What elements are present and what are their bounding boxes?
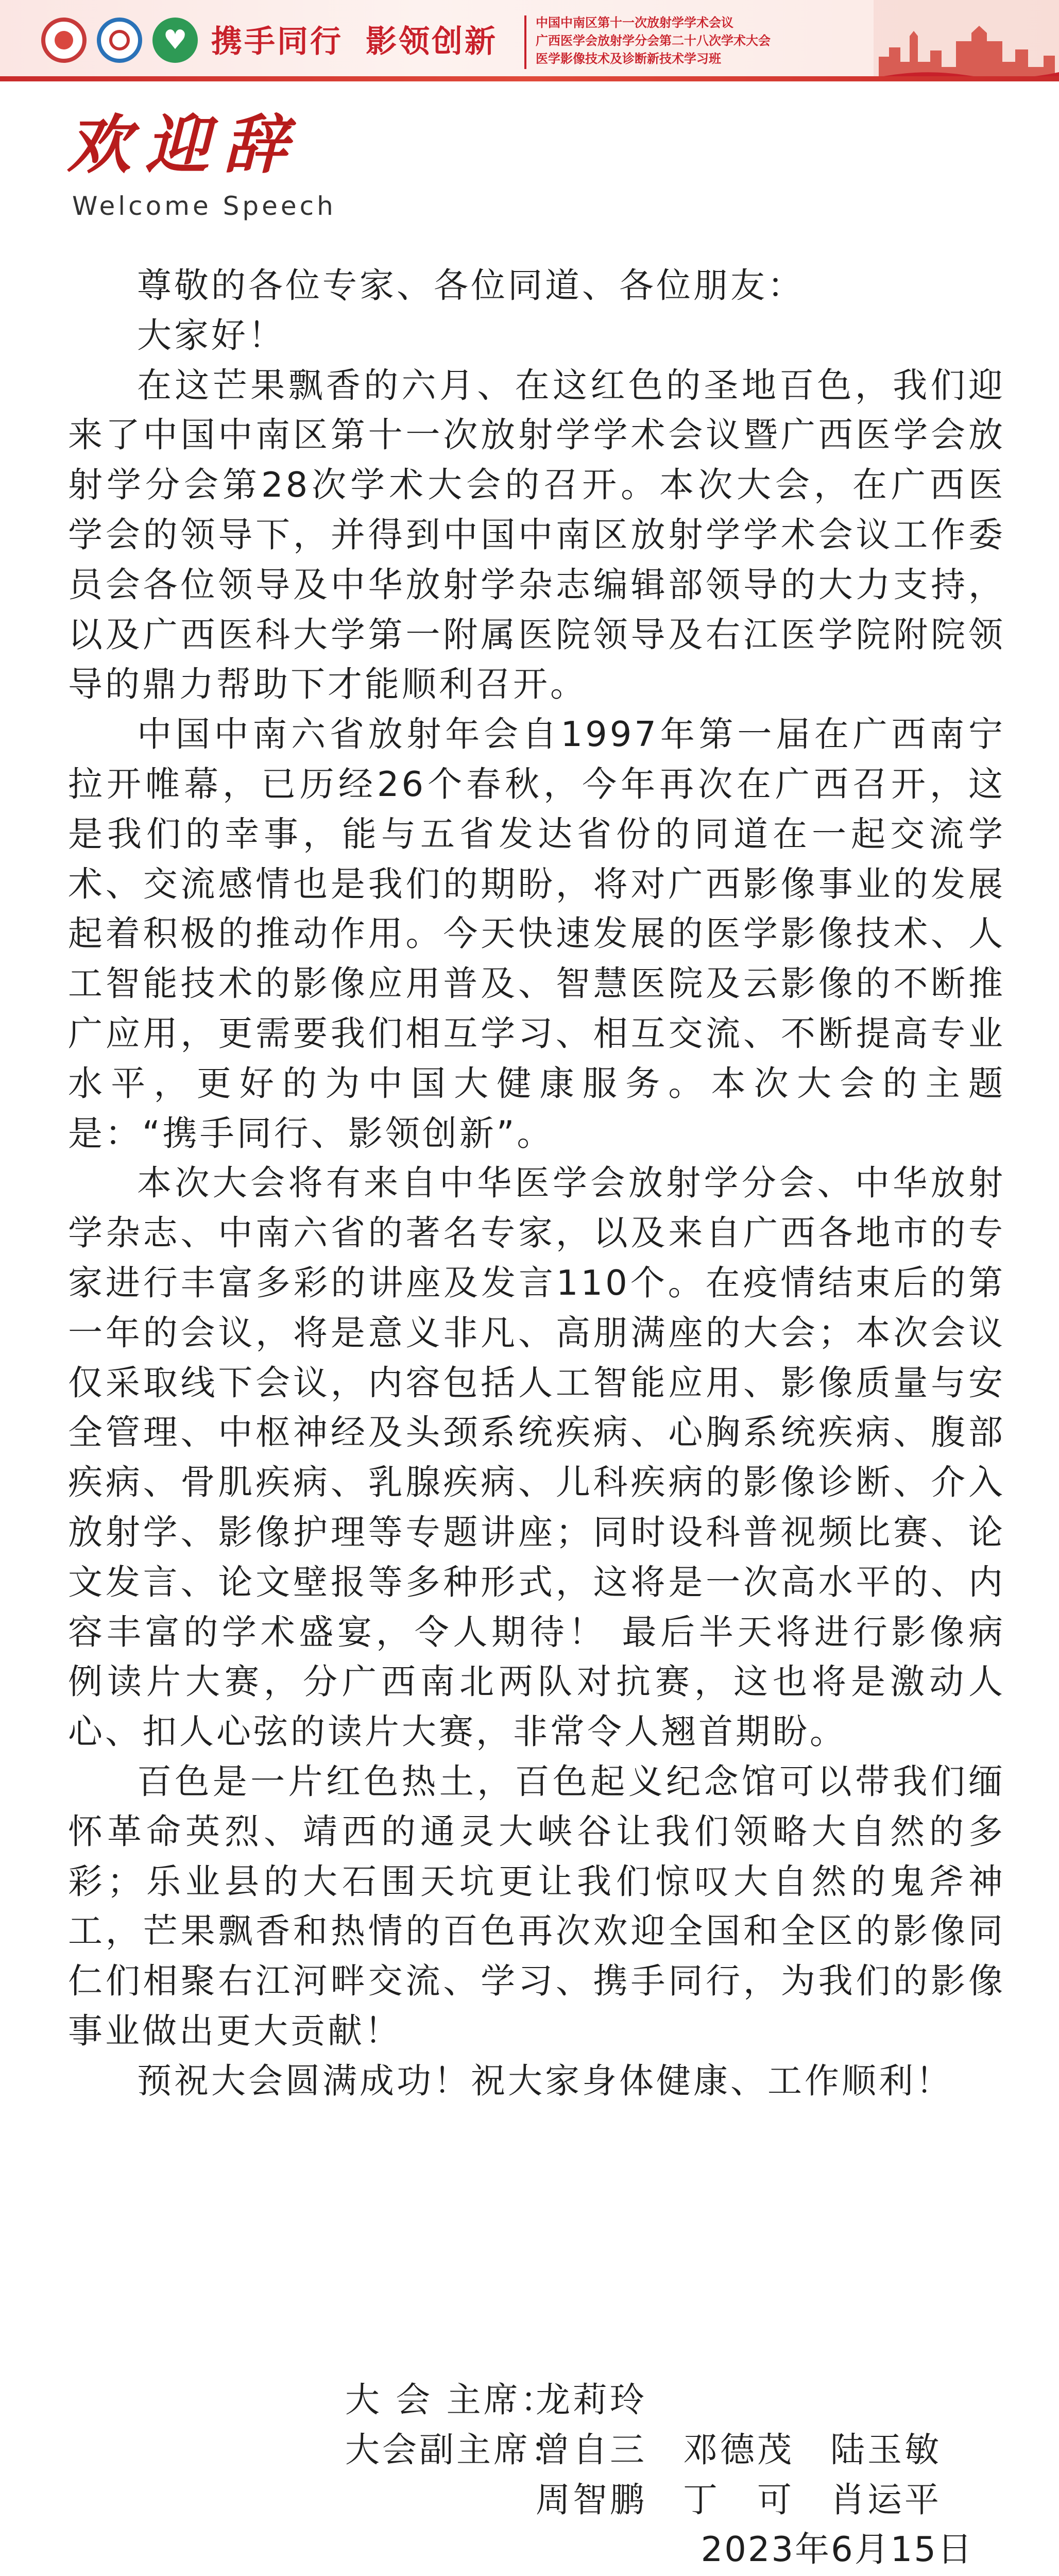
conference-line: 广西医学会放射学分会第二十八次学术大会 <box>536 33 771 48</box>
city-skyline-icon <box>874 0 1059 81</box>
banner-bottom-rule <box>0 76 1059 81</box>
page-subtitle: Welcome Speech <box>72 191 336 221</box>
speech-body <box>68 261 1005 2106</box>
paragraph-history: 中国中南六省放射年会自1997年第一届在广西南宁拉开帷幕，已历经26个春秋，今年再次在广西召开，这是我们的幸事，能与五省发达省份的同道在一起交流学术、交流感情也是我们的期盼，将对广西影像事业的发展起着积极的推动作用。今天快速发展的医学影像技术、人工智能技术的影像应用普及、智慧医院及云影像的不断推广应用，更需要我们相互学习、相互交流、不断提高专业水平，更好的为中国大健康服务。本次大会的主题是：“携手同行、影领创新”。 <box>68 714 1005 1154</box>
chair-row <box>345 2375 978 2425</box>
vice-chair-row <box>345 2425 978 2475</box>
vice-chair-name: 周智鹏 <box>536 2479 647 2520</box>
medical-association-emblem-icon <box>97 18 142 63</box>
vice-chair-row-2 <box>345 2475 978 2525</box>
chair-role: 大 会 主席： <box>345 2380 558 2420</box>
paragraph-greeting: 尊敬的各位专家、各位同道、各位朋友： <box>137 265 805 306</box>
slogan-part-2: 影领创新 <box>366 24 498 60</box>
slogan-part-1: 携手同行 <box>211 24 343 60</box>
signature-date: 2023年6月15日 <box>701 2529 973 2569</box>
paragraph-baise: 百色是一片红色热土，百色起义纪念馆可以带我们缅怀革命英烈、靖西的通灵大峡谷让我们领略大自然的多彩；乐业县的大石围天坑更让我们惊叹大自然的鬼斧神工，芒果飘香和热情的百色再次欢迎全国和全区的影像同仁们相聚右江河畔交流、学习、携手同行，为我们的影像事业做出更大贡献！ <box>68 1761 1005 2051</box>
paragraph-wishes: 预祝大会圆满成功！祝大家身体健康、工作顺利！ <box>137 2060 953 2101</box>
header-banner <box>0 0 1059 81</box>
heart-emblem-icon <box>152 18 198 63</box>
vice-chair-name: 邓德茂 <box>683 2429 794 2470</box>
vice-chair-name: 肖运平 <box>830 2479 942 2520</box>
conference-line: 中国中南区第十一次放射学学术会议 <box>536 15 733 30</box>
page-title: 欢迎辞 <box>67 108 302 182</box>
chair-name: 龙莉玲 <box>536 2380 647 2420</box>
vice-chair-name: 曾自三 <box>536 2429 647 2470</box>
conference-line: 医学影像技术及诊断新技术学习班 <box>536 51 721 66</box>
vice-chair-role: 大会副主席： <box>345 2429 568 2470</box>
vice-chair-name: 陆玉敏 <box>830 2429 942 2470</box>
conference-slogan <box>211 19 498 65</box>
paragraph-intro: 在这芒果飘香的六月、在这红色的圣地百色，我们迎来了中国中南区第十一次放射学学术会议暨广西医学会放射学分会第28次学术大会的召开。本次大会，在广西医学会的领导下，并得到中国中南区放射学学术会议工作委员会各位领导及中华放射学杂志编辑部领导的大力支持，以及广西医科大学第一附属医院领导及右江医学院附院领导的鼎力帮助下才能顺利召开。 <box>68 365 1005 705</box>
vice-chair-name: 丁 可 <box>683 2479 794 2520</box>
paragraph-program: 本次大会将有来自中华医学会放射学分会、中华放射学杂志、中南六省的著名专家，以及来自广西各地市的专家进行丰富多彩的讲座及发言110个。在疫情结束后的第一年的会议，将是意义非凡、高朋满座的大会；本次会议仅采取线下会议，内容包括人工智能应用、影像质量与安全管理、中枢神经及头颈系统疾病、心胸系统疾病、腹部疾病、骨肌疾病、乳腺疾病、儿科疾病的影像诊断、介入放射学、影像护理等专题讲座；同时设科普视频比赛、论文发言、论文壁报等多种形式，这将是一次高水平的、内容丰富的学术盛宴，令人期待！ 最后半天将进行影像病例读片大赛，分广西南北两队对抗赛，这也将是激动人心、扣人心弦的读片大赛，非常令人翘首期盼。 <box>68 1163 1005 1752</box>
hospital-emblem-icon <box>41 18 87 63</box>
conference-names <box>536 13 771 67</box>
paragraph-hello: 大家好！ <box>137 315 285 355</box>
banner-divider <box>524 15 526 69</box>
signature-block <box>345 2375 978 2524</box>
